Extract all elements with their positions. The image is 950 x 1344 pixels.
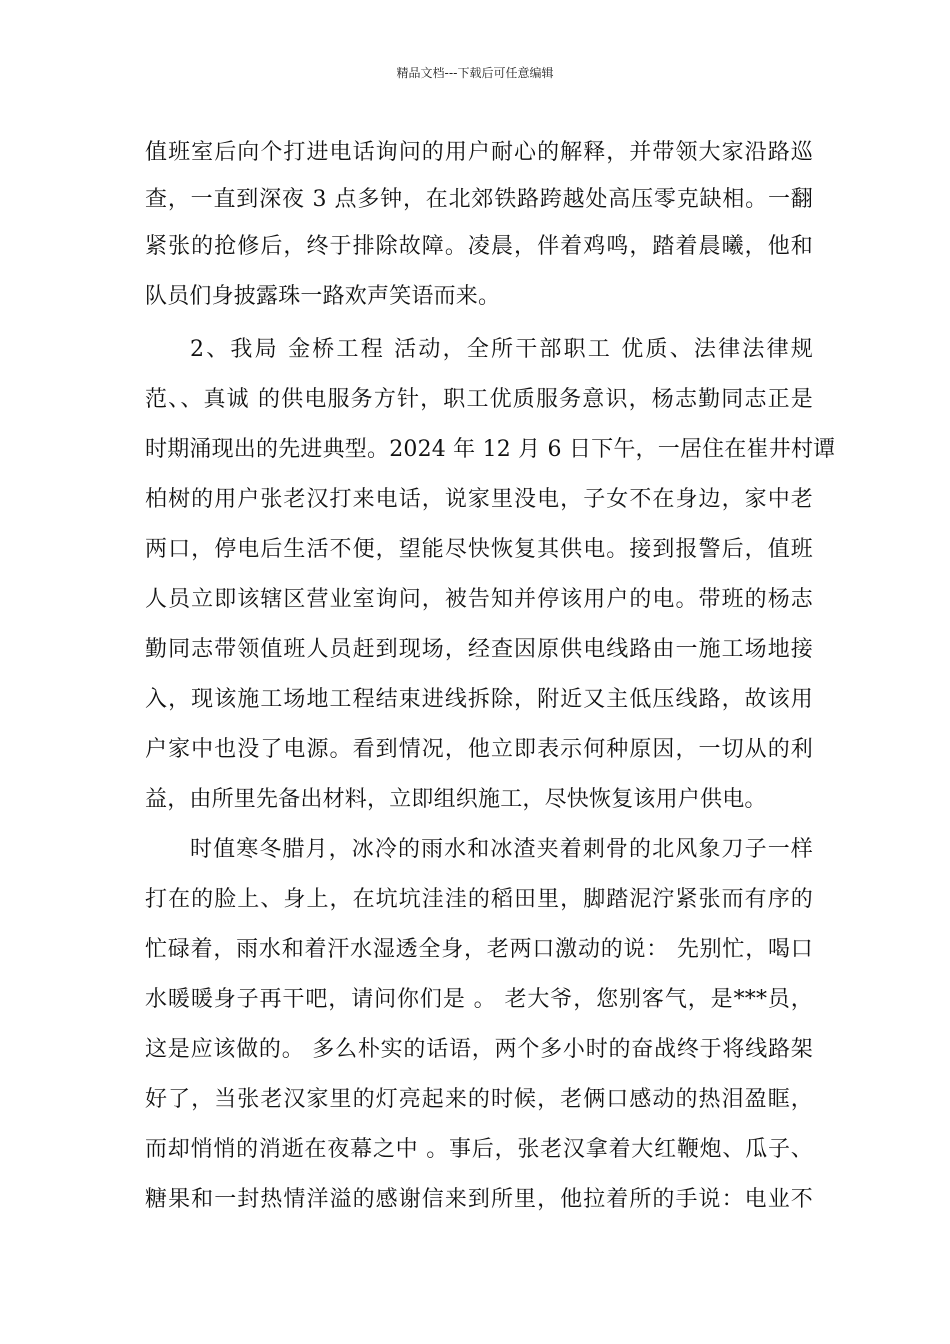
text-line: 查，一直到深夜 3 点多钟，在北郊铁路跨越处高压零克缺相。一翻 (145, 187, 813, 212)
text-line: 而却悄悄的消逝在夜幕之中 。事后，张老汉拿着大红鞭炮、瓜子、 (145, 1137, 813, 1162)
text-line: 队员们身披露珠一路欢声笑语而来。 (145, 284, 501, 309)
text-line: 2、我局 金桥工程 活动，全所干部职工 优质、法律法律规 (190, 337, 813, 362)
text-line: 入，现该施工场地工程结束进线拆除，附近又主低压线路，故该用 (145, 687, 813, 712)
text-line: 范、、真诚 的供电服务方针，职工优质服务意识，杨志勤同志正是 (145, 387, 813, 412)
text-line: 人员立即该辖区营业室询问，被告知并停该用户的电。带班的杨志 (145, 587, 813, 612)
text-line: 糖果和一封热情洋溢的感谢信来到所里，他拉着所的手说：电业不 (145, 1187, 813, 1212)
text-line: 好了，当张老汉家里的灯亮起来的时候，老俩口感动的热泪盈眶， (145, 1087, 813, 1112)
text-line: 紧张的抢修后，终于排除故障。凌晨，伴着鸡鸣，踏着晨曦，他和 (145, 234, 813, 259)
text-line: 忙碌着，雨水和着汗水湿透全身，老两口激动的说： 先别忙，喝口 (145, 937, 813, 962)
text-line: 时期涌现出的先进典型。2024 年 12 月 6 日下午，一居住在崔井村谭 (145, 437, 836, 462)
text-line: 水暖暖身子再干吧，请问你们是 。 老大爷，您别客气，是***员， (145, 987, 813, 1012)
text-line: 打在的脸上、身上，在坑坑洼洼的稻田里，脚踏泥泞紧张而有序的 (145, 887, 813, 912)
text-line: 户家中也没了电源。看到情况，他立即表示何种原因，一切从的利 (145, 737, 813, 762)
text-line: 勤同志带领值班人员赶到现场，经查因原供电线路由一施工场地接 (145, 637, 813, 662)
text-line: 时值寒冬腊月，冰冷的雨水和冰渣夹着刺骨的北风象刀子一样 (190, 837, 813, 862)
page-header: 精品文档---下载后可任意编辑 (396, 66, 554, 80)
text-line: 这是应该做的。 多么朴实的话语，两个多小时的奋战终于将线路架 (145, 1037, 813, 1062)
text-line: 柏树的用户张老汉打来电话，说家里没电，子女不在身边，家中老 (145, 487, 813, 512)
text-line: 值班室后向个打进电话询问的用户耐心的解释，并带领大家沿路巡 (145, 140, 813, 165)
text-line: 益，由所里先备出材料，立即组织施工，尽快恢复该用户供电。 (145, 787, 767, 812)
text-line: 两口，停电后生活不便，望能尽快恢复其供电。接到报警后，值班 (145, 537, 813, 562)
